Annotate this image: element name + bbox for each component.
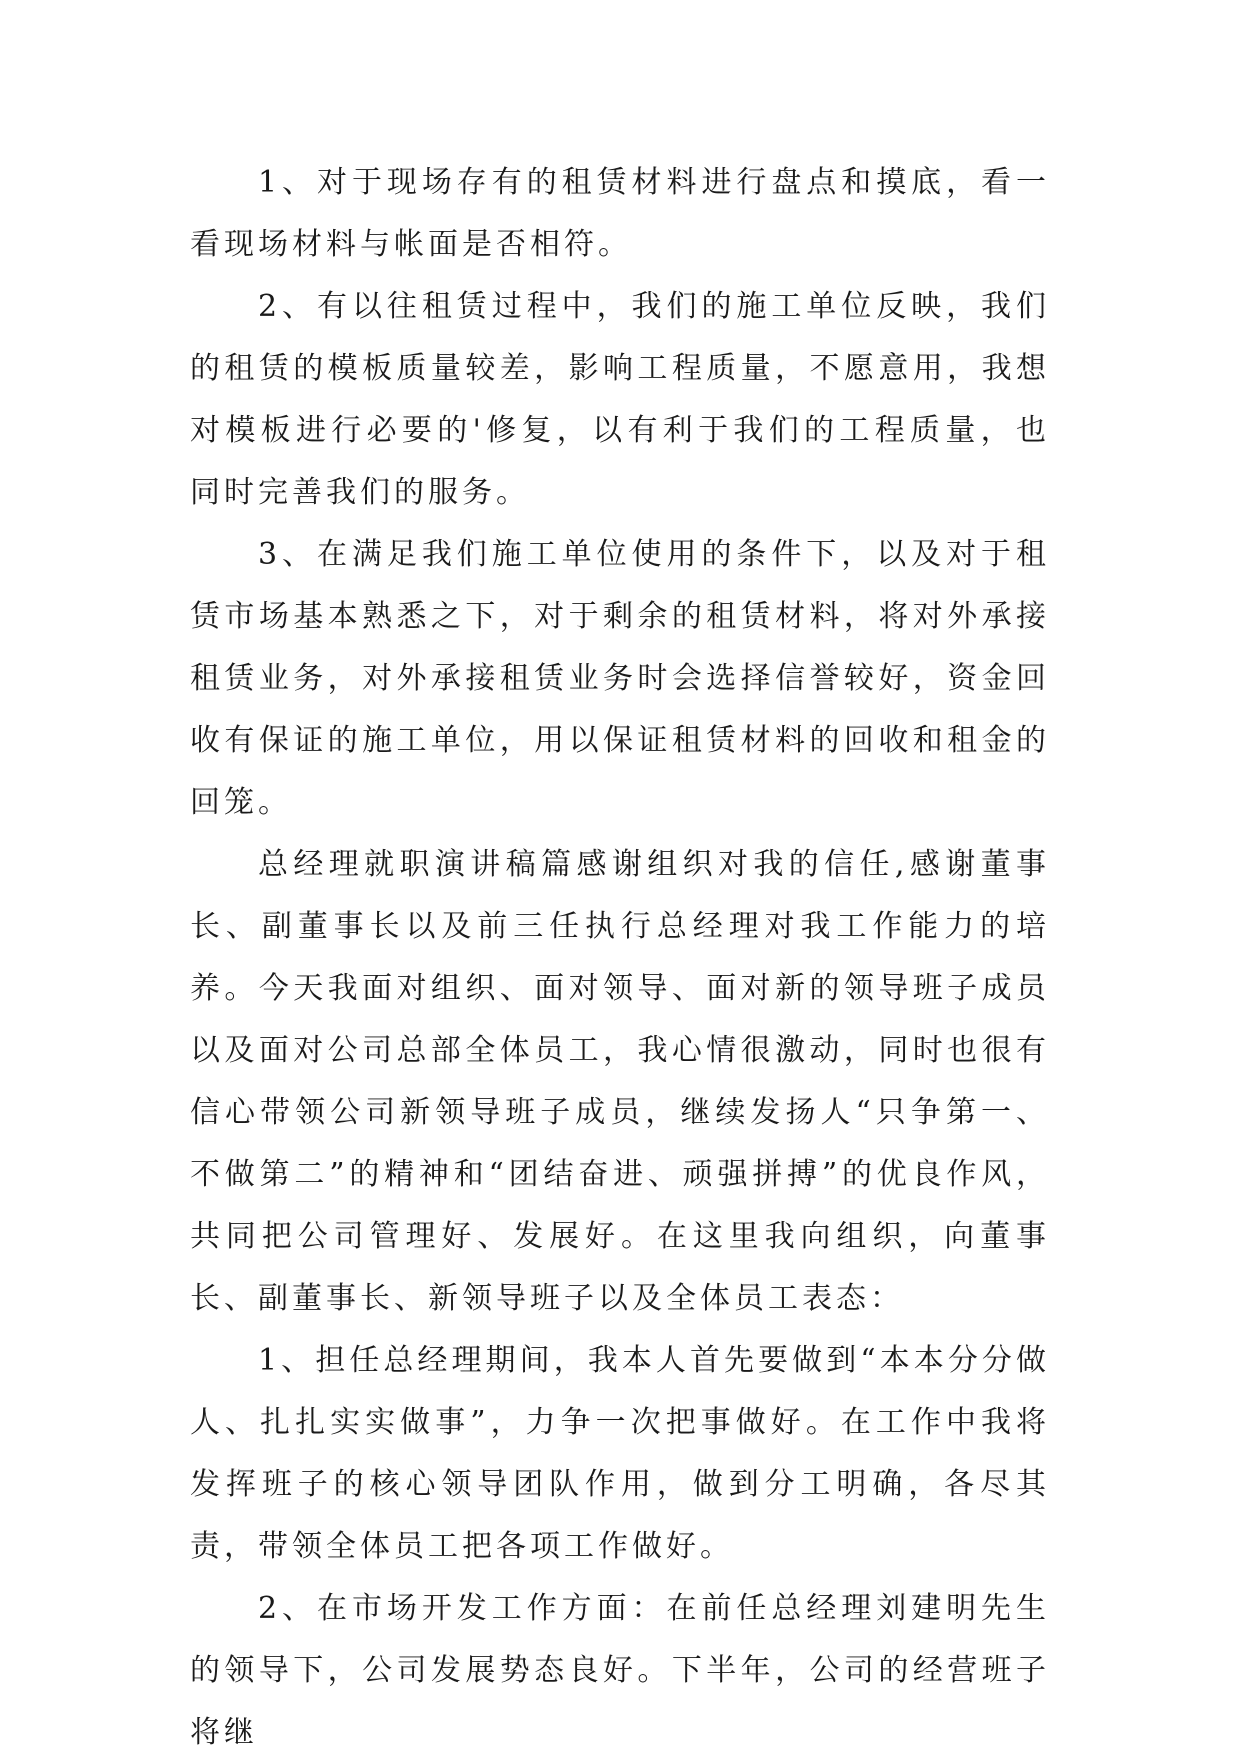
paragraph-4 (190, 834, 1050, 1330)
paragraph-text: 1、担任总经理期间，我本人首先要做到“本本分分做人、扎扎实实做事”，力争一次把事做好。在工作中我将发挥班子的核心领导团队作用，做到分工明确，各尽其责，带领全体员工把各项工作做好。 (190, 1343, 1050, 1564)
paragraph-2 (190, 276, 1050, 524)
paragraph-1 (190, 152, 1050, 276)
paragraph-text: 1、对于现场存有的租赁材料进行盘点和摸底，看一看现场材料与帐面是否相符。 (190, 165, 1050, 262)
paragraph-3 (190, 524, 1050, 834)
paragraph-text: 2、有以往租赁过程中，我们的施工单位反映，我们的租赁的模板质量较差，影响工程质量，不愿意用，我想对模板进行必要的'修复，以有利于我们的工程质量，也同时完善我们的服务。 (190, 289, 1050, 510)
paragraph-text: 2、在市场开发工作方面：在前任总经理刘建明先生的领导下，公司发展势态良好。下半年，公司的经营班子将继 (190, 1591, 1050, 1750)
document-body (190, 152, 1050, 1764)
paragraph-6 (190, 1578, 1050, 1764)
paragraph-text: 3、在满足我们施工单位使用的条件下，以及对于租赁市场基本熟悉之下，对于剩余的租赁材料，将对外承接租赁业务，对外承接租赁业务时会选择信誉较好，资金回收有保证的施工单位，用以保证租赁材料的回收和租金的回笼。 (190, 537, 1050, 820)
paragraph-text: 总经理就职演讲稿篇感谢组织对我的信任,感谢董事长、副董事长以及前三任执行总经理对我工作能力的培养。今天我面对组织、面对领导、面对新的领导班子成员以及面对公司总部全体员工，我心情很激动，同时也很有信心带领公司新领导班子成员，继续发扬人“只争第一、不做第二”的精神和“团结奋进、顽强拼搏”的优良作风，共同把公司管理好、发展好。在这里我向组织，向董事长、副董事长、新领导班子以及全体员工表态： (190, 847, 1050, 1316)
paragraph-5 (190, 1330, 1050, 1578)
